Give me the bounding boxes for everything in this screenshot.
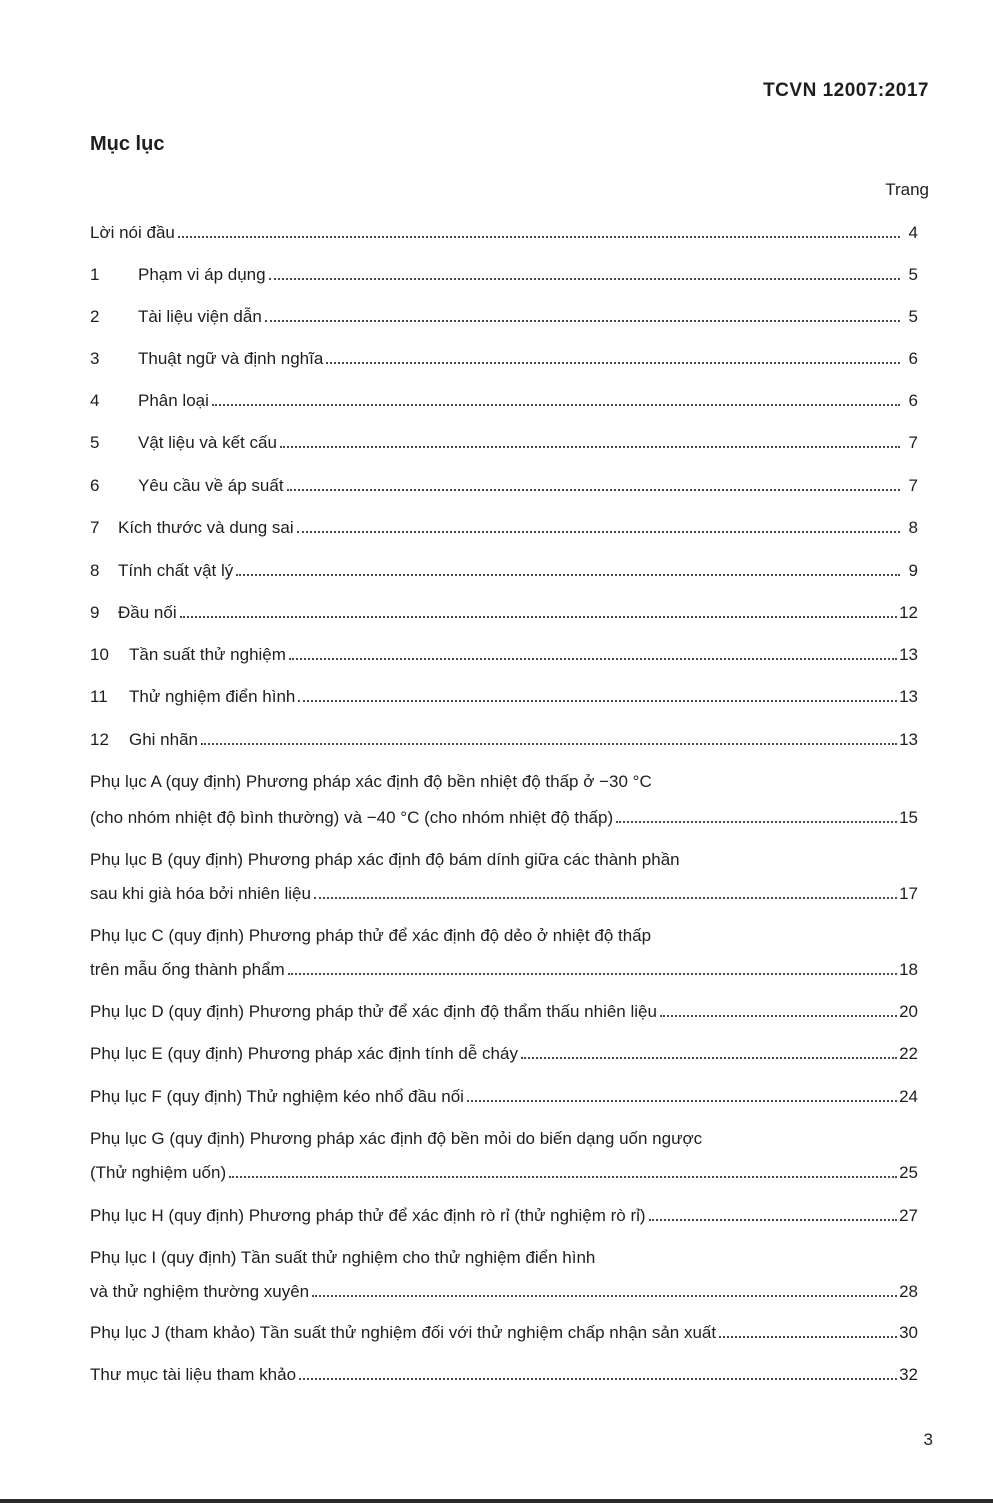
toc-entry-page: 13 (899, 687, 918, 706)
toc-entry-page: 5 (908, 265, 918, 284)
toc-entry-line (90, 306, 918, 328)
toc-entry-line (90, 729, 918, 751)
toc-entry-number: 5 (90, 433, 100, 452)
toc-entry-number: 8 (90, 561, 100, 580)
toc-entry-number: 7 (90, 518, 100, 537)
dot-leader (298, 700, 897, 702)
toc-entry-line (90, 560, 918, 582)
toc-entry-label: Yêu cầu về áp suất (138, 476, 284, 495)
dot-leader (649, 1219, 898, 1221)
toc-entry-label: trên mẫu ống thành phẩm (90, 960, 285, 979)
dot-leader (314, 897, 897, 899)
toc-entry-number: 6 (90, 476, 100, 495)
toc-entry-line (90, 959, 918, 981)
toc-entry-line (90, 602, 918, 624)
toc-entry-label: Phân loại (138, 391, 209, 410)
toc-entry-line (90, 264, 918, 286)
table-of-contents (90, 0, 918, 1503)
toc-entry-line (90, 771, 652, 793)
toc-entry-page: 9 (908, 561, 918, 580)
toc-entry-label: Phụ lục A (quy định) Phương pháp xác định độ bền nhiệt độ thấp ở −30 °C (90, 772, 652, 791)
toc-entry-number: 3 (90, 349, 100, 368)
dot-leader (201, 743, 897, 745)
toc-entry-line (90, 1086, 918, 1108)
toc-entry-line (90, 686, 918, 708)
dot-leader (297, 531, 900, 533)
dot-leader (180, 616, 897, 618)
toc-title: Mục lục (90, 133, 165, 155)
toc-entry-line (90, 644, 918, 666)
toc-entry-line (90, 432, 918, 454)
toc-entry-label: Phụ lục E (quy định) Phương pháp xác định tính dễ cháy (90, 1044, 518, 1063)
toc-entry-page: 5 (908, 307, 918, 326)
dot-leader (265, 320, 900, 322)
dot-leader (178, 236, 900, 238)
dot-leader (280, 446, 900, 448)
toc-entry-page: 18 (899, 960, 918, 979)
toc-entry-label: Thử nghiệm điển hình (129, 687, 296, 706)
toc-entry-page: 6 (908, 391, 918, 410)
dot-leader (660, 1015, 897, 1017)
dot-leader (289, 658, 897, 660)
toc-entry-page: 13 (899, 645, 918, 664)
toc-entry-page: 12 (899, 603, 918, 622)
toc-entry-label: Phụ lục I (quy định) Tần suất thử nghiệm cho thử nghiệm điển hình (90, 1248, 596, 1267)
dot-leader (212, 404, 900, 406)
toc-entry-label: Phụ lục D (quy định) Phương pháp thử để xác định độ thẩm thấu nhiên liệu (90, 1002, 657, 1021)
toc-entry-label: Kích thước và dung sai (118, 518, 294, 537)
toc-entry-number: 12 (90, 730, 109, 749)
toc-entry-number: 9 (90, 603, 100, 622)
toc-entry-label: Phụ lục B (quy định) Phương pháp xác định độ bám dính giữa các thành phần (90, 850, 680, 869)
toc-entry-label: và thử nghiệm thường xuyên (90, 1282, 310, 1301)
standard-code: TCVN 12007:2017 (763, 80, 929, 101)
toc-entry-number: 2 (90, 307, 100, 326)
page-number: 3 (923, 1430, 933, 1449)
toc-entry-label: Thuật ngữ và định nghĩa (138, 349, 324, 368)
toc-entry-line (90, 517, 918, 539)
toc-entry-page: 7 (908, 476, 918, 495)
toc-entry-line (90, 390, 918, 412)
toc-entry-line (90, 883, 918, 905)
toc-entry-line (90, 1322, 918, 1344)
toc-entry-label: Ghi nhãn (129, 730, 198, 749)
dot-leader (312, 1295, 897, 1297)
toc-entry-page: 20 (899, 1002, 918, 1021)
toc-entry-page: 7 (908, 433, 918, 452)
toc-entry-line (90, 1128, 702, 1150)
toc-entry-page: 13 (899, 730, 918, 749)
toc-entry-label: Tính chất vật lý (118, 561, 234, 580)
toc-entry-label: Thư mục tài liệu tham khảo (90, 1365, 297, 1384)
dot-leader (287, 489, 900, 491)
toc-entry-label: Phụ lục H (quy định) Phương pháp thử để xác định rò rỉ (thử nghiệm rò rỉ) (90, 1206, 646, 1225)
toc-entry-page: 27 (899, 1206, 918, 1225)
toc-entry-line (90, 222, 918, 244)
toc-entry-number: 11 (90, 687, 108, 706)
toc-entry-line (90, 1001, 918, 1023)
page-column-label: Trang (885, 180, 929, 199)
toc-entry-label: Phụ lục G (quy định) Phương pháp xác định độ bền mỏi do biến dạng uốn ngược (90, 1129, 703, 1148)
toc-entry-page: 24 (899, 1087, 918, 1106)
toc-entry-number: 4 (90, 391, 100, 410)
scan-bottom-edge (0, 1499, 993, 1503)
toc-entry-label: Phụ lục F (quy định) Thử nghiệm kéo nhổ đầu nối (90, 1087, 464, 1106)
toc-entry-line (90, 925, 651, 947)
toc-entry-line (90, 1281, 918, 1303)
toc-entry-page: 25 (899, 1163, 918, 1182)
dot-leader (229, 1176, 897, 1178)
toc-entry-page: 22 (899, 1044, 918, 1063)
toc-entry-line (90, 849, 680, 871)
toc-entry-label: (cho nhóm nhiệt độ bình thường) và −40 °C (cho nhóm nhiệt độ thấp) (90, 808, 614, 827)
dot-leader (616, 821, 897, 823)
toc-entry-line (90, 475, 918, 497)
toc-entry-line (90, 1364, 918, 1386)
dot-leader (467, 1100, 897, 1102)
dot-leader (326, 362, 900, 364)
toc-entry-label: Vật liệu và kết cấu (138, 433, 277, 452)
toc-entry-page: 32 (899, 1365, 918, 1384)
toc-entry-line (90, 1205, 918, 1227)
toc-entry-page: 4 (908, 223, 918, 242)
toc-entry-line (90, 1162, 918, 1184)
toc-entry-label: Phụ lục C (quy định) Phương pháp thử để xác định độ dẻo ở nhiệt độ thấp (90, 926, 652, 945)
toc-entry-line (90, 1043, 918, 1065)
toc-entry-label: Phạm vi áp dụng (138, 265, 266, 284)
toc-entry-page: 30 (899, 1323, 918, 1342)
toc-entry-label: Đầu nối (118, 603, 177, 622)
toc-entry-line (90, 1247, 595, 1269)
toc-entry-label: (Thử nghiệm uốn) (90, 1163, 227, 1182)
toc-entry-label: sau khi già hóa bởi nhiên liệu (90, 884, 311, 903)
toc-entry-page: 17 (899, 884, 918, 903)
dot-leader (719, 1336, 897, 1338)
toc-entry-page: 15 (899, 808, 918, 827)
toc-entry-page: 28 (899, 1282, 918, 1301)
dot-leader (521, 1057, 897, 1059)
toc-entry-number: 10 (90, 645, 109, 664)
toc-entry-number: 1 (90, 265, 100, 284)
toc-entry-label: Phụ lục J (tham khảo) Tần suất thử nghiệm đối với thử nghiệm chấp nhận sản xuất (90, 1323, 717, 1342)
toc-entry-line (90, 807, 918, 829)
dot-leader (269, 278, 900, 280)
toc-entry-label: Tần suất thử nghiệm (129, 645, 286, 664)
toc-entry-label: Tài liệu viện dẫn (138, 307, 262, 326)
toc-entry-page: 8 (908, 518, 918, 537)
dot-leader (236, 574, 900, 576)
dot-leader (288, 973, 897, 975)
toc-entry-line (90, 348, 918, 370)
toc-entry-page: 6 (908, 349, 918, 368)
toc-entry-label: Lời nói đầu (90, 223, 175, 242)
dot-leader (299, 1378, 897, 1380)
